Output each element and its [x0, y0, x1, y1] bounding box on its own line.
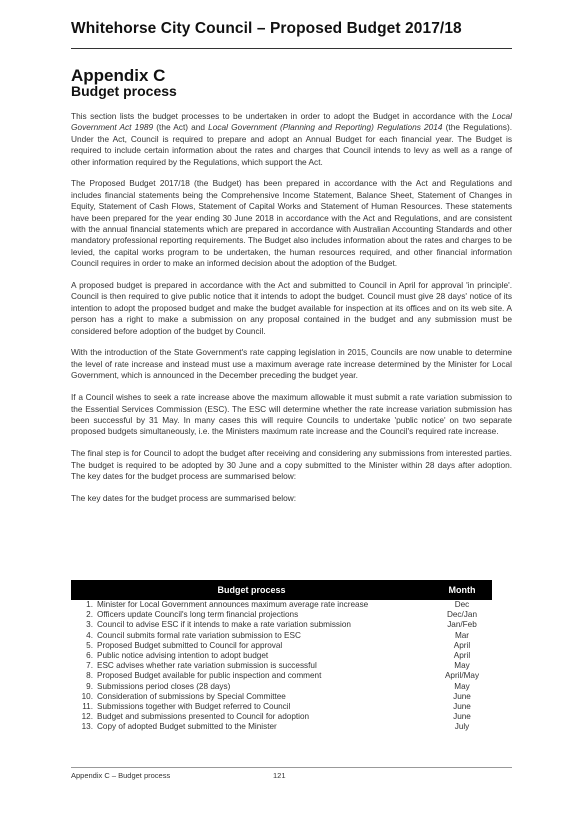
row-process: Budget and submissions presented to Council for adoption	[97, 712, 310, 722]
row-number: 1.	[86, 600, 93, 609]
row-process: Public notice advising intention to adopt budget	[97, 651, 269, 661]
table-row	[71, 651, 492, 661]
table-row	[71, 661, 492, 671]
row-month: June	[453, 691, 471, 701]
row-month: Jan/Feb	[447, 620, 477, 630]
table-row	[71, 600, 492, 610]
row-process: Council submits formal rate variation submission to ESC	[97, 630, 301, 640]
section-title: Budget process	[71, 83, 177, 99]
row-number: 7.	[86, 661, 93, 671]
table-row	[71, 722, 492, 732]
table-row	[71, 641, 492, 651]
table-row	[71, 702, 492, 712]
row-process: Copy of adopted Budget submitted to the Minister	[97, 722, 277, 732]
table-row	[71, 610, 492, 620]
paragraph-5: If a Council wishes to seek a rate increase above the maximum allowable it must submit a rate variation submission to the Essential Services Commission (ESC). The ESC will determine whether the rate increase variation submission has been successful by 31 May. In many cases this will require Councils to undertake 'public notice' on two separate proposed budgets simultaneously, i.e. the Ministers maximum rate increase and the Council's required rate increase.	[71, 392, 512, 437]
paragraph-7: The key dates for the budget process are summarised below:	[71, 492, 297, 503]
table-header-row	[71, 580, 492, 600]
row-number: 4.	[86, 630, 93, 640]
row-number: 8.	[86, 671, 93, 681]
row-process: Submissions together with Budget referred to Council	[97, 702, 291, 712]
row-number: 12.	[81, 712, 93, 722]
table-row	[71, 671, 492, 681]
table-row	[71, 692, 492, 702]
row-process: Council to advise ESC if it intends to make a rate variation submission	[97, 620, 351, 630]
paragraph-3: A proposed budget is prepared in accordance with the Act and submitted to Council in April for approval 'in principle'. Council is then required to give public notice that it intends to adopt the budget. Council must give 28 days' notice of its intention to adopt the proposed budget and make the budget available for inspection at its offices and on its web site. A person has a right to make a submission on any proposal contained in the budget and any submission must be considered before adoption of the budget by Council.	[71, 280, 512, 336]
table-row	[71, 631, 492, 641]
row-process: Submissions period closes (28 days)	[97, 681, 231, 691]
row-number: 5.	[86, 640, 93, 650]
row-month: July	[454, 722, 470, 732]
header-budget-process: Budget process	[71, 580, 432, 600]
footer-label: Appendix C – Budget process	[71, 771, 171, 780]
row-month: May	[454, 661, 470, 671]
row-number: 3.	[86, 620, 93, 630]
table-row	[71, 712, 492, 722]
header-month: Month	[432, 580, 492, 600]
row-process: Officers update Council's long term financial projections	[97, 610, 299, 620]
row-month: April/May	[444, 671, 480, 681]
regulations-name: Local Government (Planning and Reporting) Regulations 2014	[208, 122, 443, 133]
row-process: Proposed Budget submitted to Council for approval	[97, 640, 283, 650]
page-number: 121	[273, 771, 286, 780]
table-body	[71, 600, 492, 733]
row-process: ESC advises whether rate variation submission is successful	[97, 661, 317, 671]
row-month: Dec	[454, 600, 470, 609]
row-number: 11.	[82, 702, 93, 712]
header-divider	[71, 48, 512, 49]
body-text	[71, 111, 512, 510]
row-number: 2.	[86, 610, 93, 620]
row-number: 13.	[81, 722, 93, 732]
row-month: April	[453, 640, 471, 650]
row-month: Dec/Jan	[446, 610, 478, 620]
table-row	[71, 682, 492, 692]
document-header: Whitehorse City Council – Proposed Budget 2017/18	[71, 20, 462, 37]
row-month: April	[453, 651, 471, 661]
row-process: Consideration of submissions by Special Committee	[97, 691, 286, 701]
row-month: June	[453, 702, 471, 712]
paragraph-1: This section lists the budget processes to be undertaken in order to adopt the Budget in accordance with the Local Government Act 1989 (the Act) and Local Government (Planning and Reporting) Regulations 2014 (the Regulations). Under the Act, Council is required to prepare and adopt an Annual Budget for each financial year. The Budget is required to include certain information about the rates and charges that Council intends to levy as well as a range of other information required by the Regulations, which support the Act.	[71, 111, 513, 167]
table-row	[71, 620, 492, 630]
row-month: Mar	[454, 630, 470, 640]
row-number: 9.	[86, 681, 93, 691]
paragraph-2: The Proposed Budget 2017/18 (the Budget) has been prepared in accordance with the Act and Regulations and includes financial statements being the Comprehensive Income Statement, Balance Sheet, Statement of Changes in Equity, Statement of Cash Flows, Statement of Capital Works and Statement of Human Resources. These statements have been prepared for the year ending 30 June 2018 in accordance with the Act and Regulations, and are consistent with the annual financial statements which are prepared in accordance with Australian Accounting Standards and other mandatory professional reporting requirements. The Budget also includes information about the rates and charges to be levied, the capital works program to be undertaken, the human resources required, and other financial information Council requires in order to make an informed decision about the adoption of the Budget.	[71, 178, 512, 269]
paragraph-6: The final step is for Council to adopt the budget after receiving and considering any submissions from interested parties. The budget is required to be adopted by 30 June and a copy submitted to the Minister within 28 days after adoption. The key dates for the budget process are summarised below:	[71, 448, 512, 481]
budget-process-table	[71, 580, 492, 733]
row-process: Minister for Local Government announces maximum average rate increase	[97, 600, 369, 609]
appendix-title: Appendix C	[71, 66, 166, 85]
act-name: Local Government Act 1989	[71, 111, 512, 133]
row-month: June	[453, 712, 471, 722]
paragraph-4: With the introduction of the State Government's rate capping legislation in 2015, Councils are now unable to determine the level of rate increase and instead must use a maximum average rate increase determined by the Minister for Local Government, which is announced in the December preceding the budget year.	[71, 347, 512, 381]
row-process: Proposed Budget available for public inspection and comment	[97, 671, 322, 681]
footer-divider	[71, 767, 512, 768]
row-number: 6.	[86, 651, 93, 661]
row-month: May	[454, 681, 470, 691]
row-number: 10.	[81, 691, 93, 701]
